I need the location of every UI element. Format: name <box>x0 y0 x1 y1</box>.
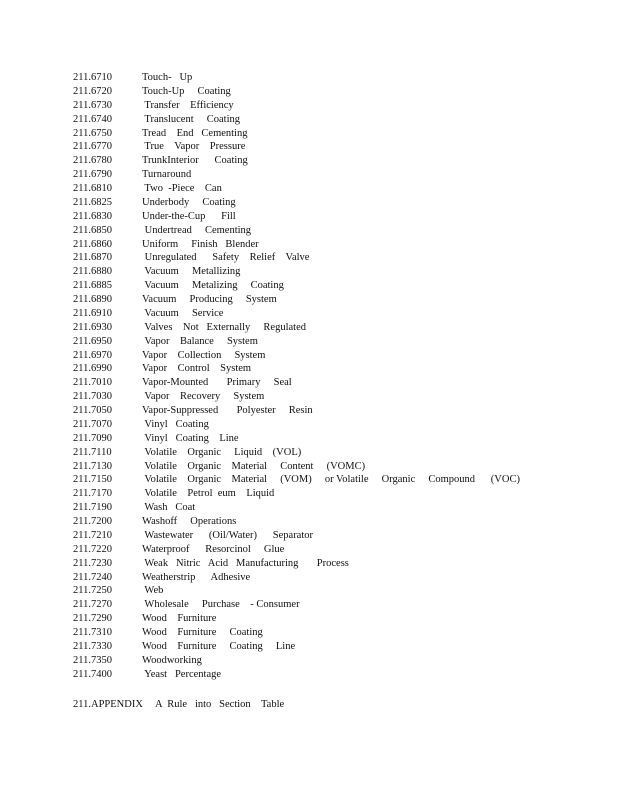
section-number: 211.7270 <box>73 599 112 611</box>
section-number: 211.6930 <box>73 321 112 333</box>
section-row <box>73 543 593 557</box>
section-row <box>73 404 593 418</box>
section-number: 211.6860 <box>73 238 112 250</box>
section-number: 211.7310 <box>73 627 112 638</box>
section-row <box>73 557 593 571</box>
section-row <box>73 113 593 127</box>
section-title: Wash Coat <box>142 502 196 514</box>
section-title: Wood Furniture Coating <box>142 627 263 638</box>
section-number: 211.6890 <box>73 294 112 305</box>
section-title: Volatile Organic Liquid (VOL) <box>142 446 302 458</box>
section-row <box>73 487 593 501</box>
section-title: Woodworking <box>142 654 202 666</box>
section-number: 211.7290 <box>73 613 112 625</box>
section-number: 211.7190 <box>73 502 112 514</box>
section-row <box>73 321 593 335</box>
section-row <box>73 99 593 113</box>
section-number: 211.7030 <box>73 391 112 403</box>
section-title: Wood Furniture <box>142 613 217 625</box>
section-title: Wholesale Purchase - Consumer <box>142 599 300 611</box>
section-row <box>73 85 593 99</box>
section-title: Two -Piece Can <box>142 183 222 194</box>
section-title: Vinyl Coating Line <box>142 432 239 444</box>
section-title: Volatile Organic Material (VOM) or Volatile Organic Compound (VOC) <box>142 474 520 486</box>
section-number: 211.6810 <box>73 183 112 194</box>
section-title: Volatile Organic Material Content (VOMC) <box>142 460 366 472</box>
section-title: Transfer Efficiency <box>142 99 234 111</box>
section-title: Vapor Recovery System <box>142 391 265 403</box>
section-title: TrunkInterior Coating <box>142 155 248 167</box>
section-row <box>73 529 593 543</box>
section-title: Washoff Operations <box>142 516 237 527</box>
section-row <box>73 140 593 154</box>
section-title: Tread End Cementing <box>142 127 248 139</box>
section-number: 211.7170 <box>73 488 112 500</box>
section-number: 211.7250 <box>73 585 112 597</box>
appendix-title: A Rule into Section Table <box>155 699 285 710</box>
section-title: Vacuum Producing System <box>142 294 277 305</box>
section-row <box>73 182 593 196</box>
section-row <box>73 640 593 654</box>
section-number: 211.6750 <box>73 127 112 139</box>
section-row <box>73 515 593 529</box>
section-row <box>73 168 593 182</box>
section-row <box>73 279 593 293</box>
section-row <box>73 446 593 460</box>
section-number: 211.7110 <box>73 446 112 458</box>
section-title: Under-the-Cup Fill <box>142 210 236 222</box>
appendix-row <box>73 698 473 712</box>
section-list <box>73 71 593 682</box>
section-row <box>73 418 593 432</box>
section-title: Weak Nitric Acid Manufacturing Process <box>142 557 349 569</box>
section-row <box>73 251 593 265</box>
section-row <box>73 626 593 640</box>
section-title: Vacuum Service <box>142 307 224 319</box>
section-number: 211.6740 <box>73 113 112 125</box>
section-row <box>73 238 593 252</box>
section-number: 211.6970 <box>73 349 112 361</box>
section-number: 211.7090 <box>73 432 112 444</box>
section-title: Vapor Balance System <box>142 335 258 347</box>
section-number: 211.6950 <box>73 335 112 347</box>
section-number: 211.7400 <box>73 668 112 680</box>
section-title: Vapor Control System <box>142 363 252 375</box>
section-title: Waterproof Resorcinol Glue <box>142 543 285 555</box>
section-row <box>73 376 593 390</box>
section-number: 211.6790 <box>73 169 112 181</box>
section-number: 211.6885 <box>73 280 112 292</box>
section-row <box>73 501 593 515</box>
section-number: 211.7240 <box>73 571 112 583</box>
section-number: 211.7070 <box>73 418 112 430</box>
section-row <box>73 460 593 474</box>
section-number: 211.6830 <box>73 210 112 222</box>
section-row <box>73 265 593 279</box>
section-row <box>73 473 593 487</box>
section-row <box>73 390 593 404</box>
section-number: 211.7230 <box>73 557 112 569</box>
section-number: 211.6710 <box>73 72 112 83</box>
section-row <box>73 127 593 141</box>
section-title: Uniform Finish Blender <box>142 238 259 250</box>
section-title: Web <box>142 585 164 597</box>
section-row <box>73 154 593 168</box>
section-title: Touch- Up <box>142 72 193 83</box>
section-number: 211.6825 <box>73 196 112 208</box>
section-number: 211.6870 <box>73 252 112 264</box>
section-number: 211.7010 <box>73 377 112 389</box>
section-number: 211.7350 <box>73 654 112 666</box>
section-row <box>73 584 593 598</box>
section-number: 211.7050 <box>73 405 112 416</box>
section-title: Wastewater (Oil/Water) Separator <box>142 529 314 541</box>
section-number: 211.7210 <box>73 529 112 541</box>
section-row <box>73 71 593 85</box>
section-number: 211.6910 <box>73 307 112 319</box>
section-number: 211.6770 <box>73 141 112 153</box>
section-title: Yeast Percentage <box>142 668 222 680</box>
section-title: Turnaround <box>142 169 192 181</box>
section-title: Volatile Petrol eum Liquid <box>142 488 275 500</box>
section-row <box>73 668 593 682</box>
section-number: 211.7130 <box>73 460 112 472</box>
section-number: 211.7330 <box>73 640 112 652</box>
section-row <box>73 571 593 585</box>
section-title: Undertread Cementing <box>142 224 252 236</box>
section-row <box>73 598 593 612</box>
section-number: 211.7220 <box>73 543 112 555</box>
section-row <box>73 612 593 626</box>
section-number: 211.7150 <box>73 474 112 486</box>
section-row <box>73 654 593 668</box>
section-title: Vapor-Suppressed Polyester Resin <box>142 405 313 416</box>
section-title: Vapor Collection System <box>142 349 266 361</box>
section-row <box>73 210 593 224</box>
section-title: Translucent Coating <box>142 113 241 125</box>
section-number: 211.7200 <box>73 516 112 527</box>
appendix-number: 211.APPENDIX <box>73 699 143 710</box>
section-title: Vinyl Coating <box>142 418 209 430</box>
section-title: Unregulated Safety Relief Valve <box>142 252 310 264</box>
section-row <box>73 196 593 210</box>
section-row <box>73 335 593 349</box>
section-row <box>73 349 593 363</box>
section-number: 211.6780 <box>73 155 112 167</box>
section-title: Vacuum Metallizing <box>142 266 241 278</box>
section-title: Vacuum Metalizing Coating <box>142 280 284 292</box>
section-title: Vapor-Mounted Primary Seal <box>142 377 292 389</box>
section-row <box>73 432 593 446</box>
section-title: Valves Not Externally Regulated <box>142 321 306 333</box>
section-row <box>73 293 593 307</box>
section-number: 211.6990 <box>73 363 112 375</box>
section-title: True Vapor Pressure <box>142 141 246 153</box>
section-title: Touch-Up Coating <box>142 85 231 97</box>
section-title: Wood Furniture Coating Line <box>142 640 296 652</box>
section-number: 211.6880 <box>73 266 112 278</box>
section-row <box>73 362 593 376</box>
section-number: 211.6850 <box>73 224 112 236</box>
section-number: 211.6720 <box>73 85 112 97</box>
section-row <box>73 307 593 321</box>
section-number: 211.6730 <box>73 99 112 111</box>
section-title: Underbody Coating <box>142 196 236 208</box>
section-title: Weatherstrip Adhesive <box>142 571 251 583</box>
section-row <box>73 224 593 238</box>
